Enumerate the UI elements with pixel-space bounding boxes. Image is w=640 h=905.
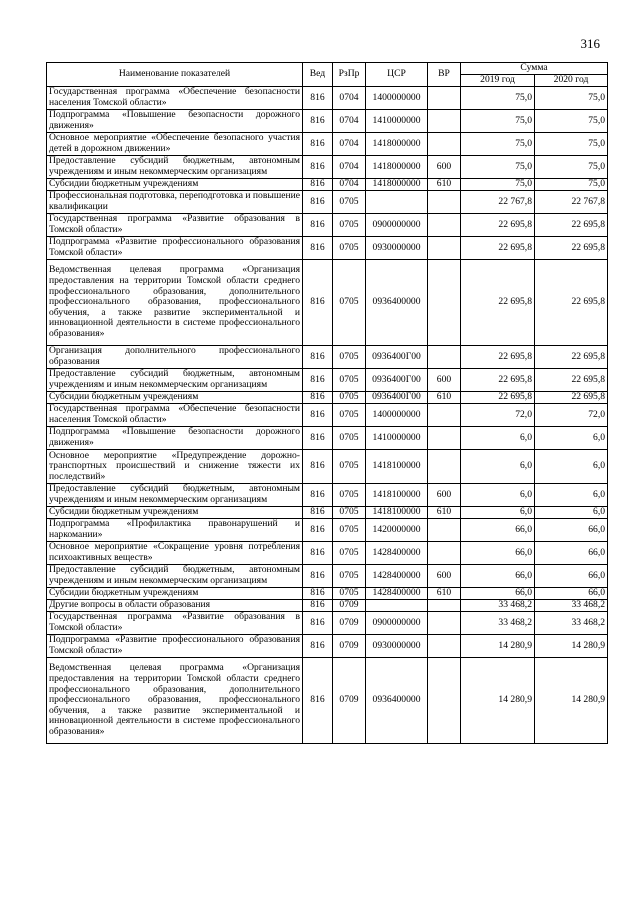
row-sum-2019: 14 280,9	[461, 635, 535, 658]
row-rzpr: 0705	[333, 369, 366, 392]
row-rzpr: 0705	[333, 214, 366, 237]
row-sum-2019: 22 695,8	[461, 237, 535, 260]
row-rzpr: 0705	[333, 260, 366, 346]
row-name: Профессиональная подготовка, переподготовка и повышение квалификации	[47, 191, 303, 214]
row-rzpr: 0705	[333, 450, 366, 484]
table-row	[47, 133, 608, 156]
row-ved: 816	[303, 369, 333, 392]
row-csr: 1418000000	[366, 156, 428, 179]
row-vr	[428, 87, 461, 110]
row-rzpr: 0705	[333, 484, 366, 507]
row-vr	[428, 404, 461, 427]
row-ved: 816	[303, 484, 333, 507]
row-sum-2019: 33 468,2	[461, 600, 535, 612]
row-sum-2020: 75,0	[535, 110, 608, 133]
table-row	[47, 565, 608, 588]
header-vr: ВР	[428, 63, 461, 87]
row-name: Субсидии бюджетным учреждениям	[47, 179, 303, 191]
row-rzpr: 0709	[333, 658, 366, 744]
row-sum-2019: 6,0	[461, 484, 535, 507]
header-csr: ЦСР	[366, 63, 428, 87]
row-ved: 816	[303, 450, 333, 484]
row-sum-2020: 66,0	[535, 542, 608, 565]
row-name: Подпрограмма «Повышение безопасности дорожного движения»	[47, 427, 303, 450]
row-sum-2019: 72,0	[461, 404, 535, 427]
row-sum-2020: 6,0	[535, 507, 608, 519]
row-sum-2019: 6,0	[461, 450, 535, 484]
row-csr: 1428400000	[366, 565, 428, 588]
row-sum-2020: 75,0	[535, 156, 608, 179]
row-rzpr: 0704	[333, 156, 366, 179]
row-rzpr: 0705	[333, 507, 366, 519]
row-name: Субсидии бюджетным учреждениям	[47, 392, 303, 404]
row-name: Государственная программа «Обеспечение безопасности населения Томской области»	[47, 404, 303, 427]
row-sum-2019: 75,0	[461, 156, 535, 179]
table-row	[47, 588, 608, 600]
header-name: Наименование показателей	[47, 63, 303, 87]
row-sum-2019: 66,0	[461, 565, 535, 588]
row-name: Предоставление субсидий бюджетным, автономным учреждениям и иным некоммерческим организациям	[47, 156, 303, 179]
row-vr	[428, 346, 461, 369]
table-row	[47, 87, 608, 110]
row-rzpr: 0709	[333, 612, 366, 635]
row-csr: 1410000000	[366, 427, 428, 450]
row-name: Подпрограмма «Развитие профессионального образования Томской области»	[47, 635, 303, 658]
row-vr: 610	[428, 588, 461, 600]
row-sum-2020: 72,0	[535, 404, 608, 427]
row-name: Основное мероприятие «Предупреждение дорожно-транспортных происшествий и снижение тяжести их последствий»	[47, 450, 303, 484]
row-csr	[366, 600, 428, 612]
row-vr	[428, 214, 461, 237]
row-name: Ведомственная целевая программа «Организация предоставления на территории Томской области среднего профессионального образования, дополнительного профессионального образования, профессионального обучения, а также развитие экспериментальной и инновационной деятельности в системе профессионального образования»	[47, 260, 303, 346]
row-vr: 600	[428, 369, 461, 392]
row-vr: 610	[428, 392, 461, 404]
header-ved: Вед	[303, 63, 333, 87]
row-csr: 0900000000	[366, 612, 428, 635]
row-rzpr: 0705	[333, 588, 366, 600]
row-sum-2019: 22 695,8	[461, 346, 535, 369]
row-csr: 1400000000	[366, 404, 428, 427]
row-name: Подпрограмма «Повышение безопасности дорожного движения»	[47, 110, 303, 133]
row-sum-2019: 22 695,8	[461, 260, 535, 346]
row-sum-2019: 22 695,8	[461, 369, 535, 392]
row-sum-2019: 66,0	[461, 588, 535, 600]
row-name: Государственная программа «Развитие образования в Томской области»	[47, 612, 303, 635]
row-name: Ведомственная целевая программа «Организация предоставления на территории Томской области среднего профессионального образования, дополнительного профессионального образования, профессионального обучения, а также развитие экспериментальной и инновационной деятельности в системе профессионального образования»	[47, 658, 303, 744]
table-row	[47, 484, 608, 507]
row-vr	[428, 427, 461, 450]
row-sum-2020: 6,0	[535, 450, 608, 484]
row-ved: 816	[303, 507, 333, 519]
row-sum-2019: 6,0	[461, 427, 535, 450]
header-sum: Сумма	[461, 63, 608, 75]
row-name: Государственная программа «Развитие образования в Томской области»	[47, 214, 303, 237]
row-sum-2020: 6,0	[535, 484, 608, 507]
row-ved: 816	[303, 519, 333, 542]
row-ved: 816	[303, 237, 333, 260]
row-rzpr: 0705	[333, 346, 366, 369]
row-vr: 610	[428, 507, 461, 519]
row-csr: 1400000000	[366, 87, 428, 110]
row-ved: 816	[303, 133, 333, 156]
row-vr	[428, 133, 461, 156]
row-name: Предоставление субсидий бюджетным, автономным учреждениям и иным некоммерческим организациям	[47, 369, 303, 392]
row-csr: 1428400000	[366, 542, 428, 565]
row-csr: 1418000000	[366, 133, 428, 156]
row-sum-2019: 6,0	[461, 507, 535, 519]
row-ved: 816	[303, 427, 333, 450]
row-sum-2020: 22 695,8	[535, 214, 608, 237]
page-number: 316	[580, 36, 600, 51]
row-sum-2019: 75,0	[461, 87, 535, 110]
row-csr	[366, 191, 428, 214]
row-sum-2019: 75,0	[461, 133, 535, 156]
row-csr: 1428400000	[366, 588, 428, 600]
row-rzpr: 0705	[333, 404, 366, 427]
header-2019: 2019 год	[461, 75, 535, 87]
table-row	[47, 191, 608, 214]
row-ved: 816	[303, 179, 333, 191]
row-ved: 816	[303, 565, 333, 588]
table-row	[47, 450, 608, 484]
row-ved: 816	[303, 635, 333, 658]
row-name: Подпрограмма «Развитие профессионального образования Томской области»	[47, 237, 303, 260]
row-vr	[428, 519, 461, 542]
row-vr: 600	[428, 484, 461, 507]
row-rzpr: 0705	[333, 427, 366, 450]
row-vr	[428, 260, 461, 346]
row-sum-2019: 75,0	[461, 179, 535, 191]
row-sum-2019: 33 468,2	[461, 612, 535, 635]
row-rzpr: 0704	[333, 110, 366, 133]
table-row	[47, 658, 608, 744]
row-sum-2020: 66,0	[535, 565, 608, 588]
row-ved: 816	[303, 600, 333, 612]
row-csr: 0936400Г00	[366, 369, 428, 392]
table-row	[47, 507, 608, 519]
table-row	[47, 542, 608, 565]
header-2020: 2020 год	[535, 75, 608, 87]
row-sum-2020: 75,0	[535, 87, 608, 110]
row-vr: 600	[428, 156, 461, 179]
row-sum-2020: 22 695,8	[535, 392, 608, 404]
table-body	[47, 87, 608, 744]
row-name: Другие вопросы в области образования	[47, 600, 303, 612]
row-sum-2020: 33 468,2	[535, 612, 608, 635]
table-row	[47, 346, 608, 369]
row-name: Субсидии бюджетным учреждениям	[47, 507, 303, 519]
table-row	[47, 519, 608, 542]
row-rzpr: 0705	[333, 519, 366, 542]
table-row	[47, 600, 608, 612]
row-sum-2019: 66,0	[461, 519, 535, 542]
row-vr	[428, 450, 461, 484]
row-sum-2020: 75,0	[535, 179, 608, 191]
table-row	[47, 392, 608, 404]
row-name: Организация дополнительного профессионального образования	[47, 346, 303, 369]
row-ved: 816	[303, 588, 333, 600]
row-vr	[428, 635, 461, 658]
row-sum-2020: 75,0	[535, 133, 608, 156]
row-name: Подпрограмма «Профилактика правонарушений и наркомании»	[47, 519, 303, 542]
row-sum-2020: 14 280,9	[535, 658, 608, 744]
row-rzpr: 0704	[333, 133, 366, 156]
row-ved: 816	[303, 542, 333, 565]
row-sum-2019: 14 280,9	[461, 658, 535, 744]
row-sum-2019: 22 695,8	[461, 214, 535, 237]
header-rzpr: РзПр	[333, 63, 366, 87]
row-vr	[428, 612, 461, 635]
row-vr: 610	[428, 179, 461, 191]
row-csr: 0936400000	[366, 658, 428, 744]
row-ved: 816	[303, 156, 333, 179]
row-sum-2020: 22 695,8	[535, 369, 608, 392]
row-csr: 1410000000	[366, 110, 428, 133]
row-ved: 816	[303, 110, 333, 133]
row-ved: 816	[303, 260, 333, 346]
table-row	[47, 260, 608, 346]
row-rzpr: 0704	[333, 87, 366, 110]
row-csr: 1418100000	[366, 484, 428, 507]
row-vr	[428, 600, 461, 612]
table-row	[47, 237, 608, 260]
row-ved: 816	[303, 214, 333, 237]
row-vr: 600	[428, 565, 461, 588]
table-row	[47, 404, 608, 427]
row-sum-2020: 66,0	[535, 519, 608, 542]
row-sum-2020: 66,0	[535, 588, 608, 600]
row-name: Государственная программа «Обеспечение безопасности населения Томской области»	[47, 87, 303, 110]
row-sum-2020: 6,0	[535, 427, 608, 450]
row-sum-2019: 22 767,8	[461, 191, 535, 214]
row-ved: 816	[303, 392, 333, 404]
table-row	[47, 110, 608, 133]
row-csr: 0936400Г00	[366, 392, 428, 404]
row-ved: 816	[303, 87, 333, 110]
table-row	[47, 179, 608, 191]
table-row	[47, 612, 608, 635]
row-ved: 816	[303, 346, 333, 369]
row-rzpr: 0705	[333, 237, 366, 260]
row-vr	[428, 191, 461, 214]
table-row	[47, 635, 608, 658]
row-sum-2020: 22 695,8	[535, 237, 608, 260]
row-sum-2019: 75,0	[461, 110, 535, 133]
row-sum-2020: 22 695,8	[535, 260, 608, 346]
row-ved: 816	[303, 191, 333, 214]
row-rzpr: 0705	[333, 542, 366, 565]
row-name: Основное мероприятие «Сокращение уровня потребления психоактивных веществ»	[47, 542, 303, 565]
row-ved: 816	[303, 658, 333, 744]
row-csr: 1418100000	[366, 450, 428, 484]
row-rzpr: 0705	[333, 392, 366, 404]
row-sum-2020: 22 695,8	[535, 346, 608, 369]
row-rzpr: 0704	[333, 179, 366, 191]
row-vr	[428, 237, 461, 260]
row-name: Предоставление субсидий бюджетным, автономным учреждениям и иным некоммерческим организациям	[47, 484, 303, 507]
row-name: Субсидии бюджетным учреждениям	[47, 588, 303, 600]
row-name: Основное мероприятие «Обеспечение безопасного участия детей в дорожном движении»	[47, 133, 303, 156]
table-row	[47, 369, 608, 392]
row-sum-2020: 22 767,8	[535, 191, 608, 214]
table-row	[47, 427, 608, 450]
row-csr: 0930000000	[366, 237, 428, 260]
row-rzpr: 0709	[333, 635, 366, 658]
table-row	[47, 156, 608, 179]
row-ved: 816	[303, 612, 333, 635]
row-csr: 0900000000	[366, 214, 428, 237]
row-vr	[428, 658, 461, 744]
row-rzpr: 0709	[333, 600, 366, 612]
row-csr: 0930000000	[366, 635, 428, 658]
row-vr	[428, 110, 461, 133]
table-row	[47, 214, 608, 237]
row-vr	[428, 542, 461, 565]
row-csr: 1420000000	[366, 519, 428, 542]
row-sum-2019: 66,0	[461, 542, 535, 565]
row-rzpr: 0705	[333, 191, 366, 214]
row-sum-2019: 22 695,8	[461, 392, 535, 404]
row-csr: 1418000000	[366, 179, 428, 191]
budget-table	[46, 62, 608, 744]
row-csr: 1418100000	[366, 507, 428, 519]
row-sum-2020: 33 468,2	[535, 600, 608, 612]
row-sum-2020: 14 280,9	[535, 635, 608, 658]
row-ved: 816	[303, 404, 333, 427]
row-rzpr: 0705	[333, 565, 366, 588]
row-csr: 0936400000	[366, 260, 428, 346]
row-csr: 0936400Г00	[366, 346, 428, 369]
row-name: Предоставление субсидий бюджетным, автономным учреждениям и иным некоммерческим организациям	[47, 565, 303, 588]
